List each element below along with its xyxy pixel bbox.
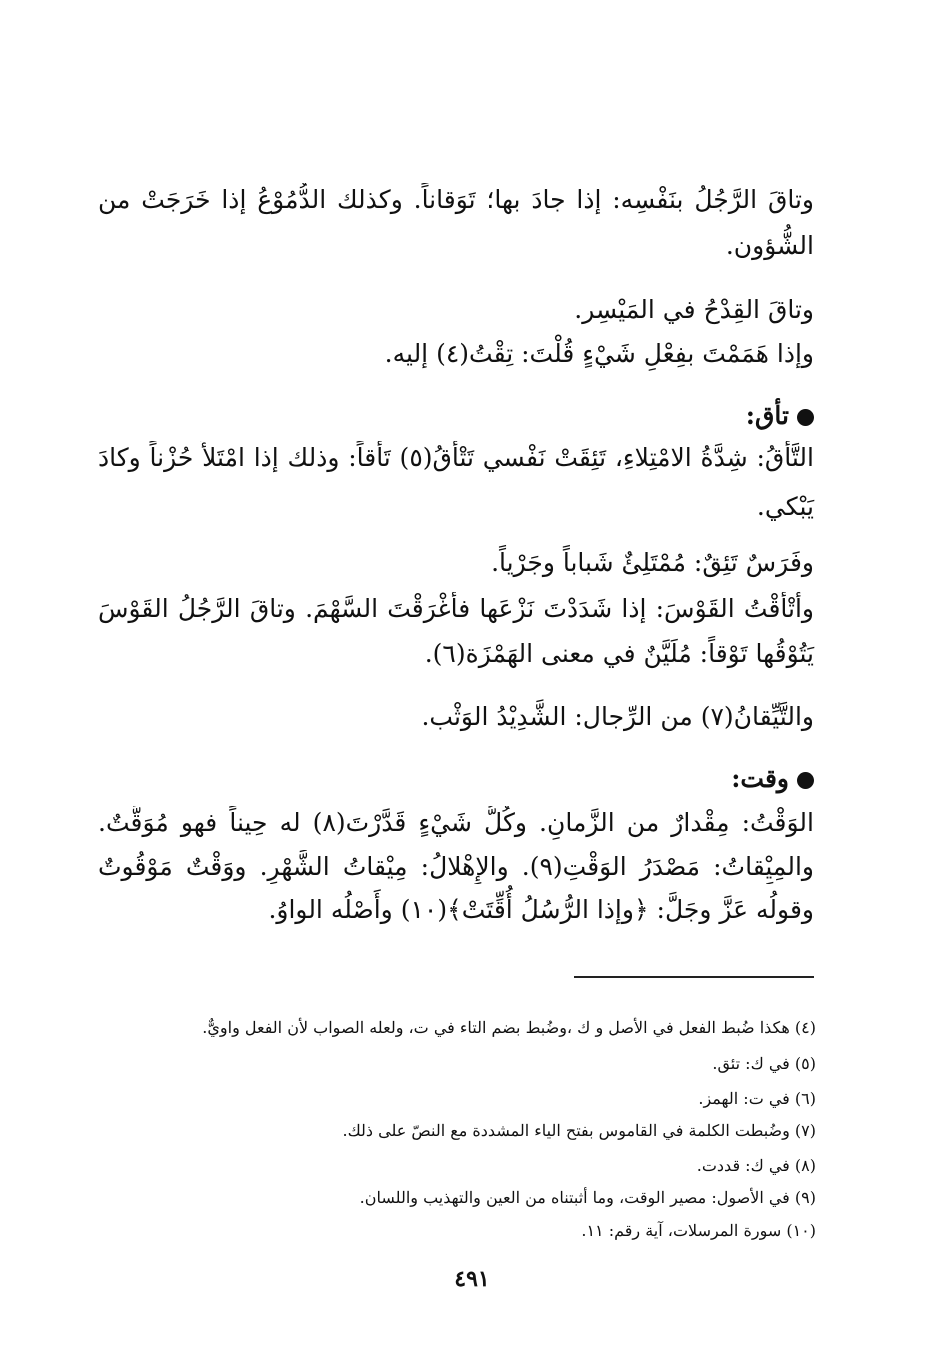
paragraph: وإذا هَمَمْتَ بفِعْلِ شَيْءٍ قُلْتَ: تِقْتُ(٤) إليه. bbox=[384, 339, 814, 368]
footnote: (٦) في ت: الهمز. bbox=[698, 1089, 816, 1108]
paragraph-line: يَتُوْقُها تَوْقاً: مُلَيَّنٌ في معنى الهَمْزَة(٦). bbox=[424, 639, 814, 668]
bullet-icon bbox=[797, 772, 814, 789]
entry-heading-text: وقت: bbox=[731, 764, 789, 793]
paragraph-line: وأَتْأَقْتُ القَوْسَ: إذا شَدَدْتَ نَزْعَها فأغْرَقْتَ السَّهْمَ. وتاقَ الرَّجُلُ القَوْسَ bbox=[98, 594, 814, 623]
entry-heading bbox=[746, 399, 814, 433]
footnote: (٩) في الأصول: مصير الوقت، وما أثبتناه من العين والتهذيب واللسان. bbox=[359, 1188, 816, 1207]
footnote: (٥) في ك: تئق. bbox=[712, 1054, 816, 1073]
footnote-separator bbox=[574, 976, 814, 978]
paragraph-line: وتاقَ الرَّجُلُ بنَفْسِه: إذا جادَ بها؛ تَوَقاناً. وكذلك الدُّمُوْعُ إذا خَرَجَتْ من bbox=[98, 185, 814, 214]
paragraph: وتاقَ القِدْحُ في المَيْسِر. bbox=[574, 295, 814, 324]
paragraph-line: والمِيْقاتُ: مَصْدَرُ الوَقْتِ(٩). والإِهْلالُ: مِيْقاتُ الشَّهْرِ. ووَقْتٌ مَوْقُوتٌ bbox=[98, 852, 814, 881]
paragraph: وفَرَسٌ تَئِقٌ: مُمْتَلِئٌ شَباباً وجَرْياً. bbox=[491, 548, 814, 577]
paragraph: وقولُه عَزَّ وجَلَّ: ﴿وإذا الرُّسُلُ أُقِّتَتْ﴾(١٠) وأَصْلُه الواوُ. bbox=[268, 895, 814, 924]
bullet-icon bbox=[797, 409, 814, 426]
paragraph: والتَّيِّقانُ(٧) من الرِّجال: الشَّدِيْدُ الوَثْب. bbox=[421, 702, 814, 731]
entry-heading bbox=[731, 762, 814, 796]
footnote: (٧) وضُبطت الكلمة في القاموس بفتح الياء المشددة مع النصّ على ذلك. bbox=[342, 1121, 816, 1140]
footnote: (٨) في ك: قددت. bbox=[696, 1156, 816, 1175]
entry-heading-text: تأق: bbox=[745, 401, 789, 430]
paragraph-line: يَبْكي. bbox=[756, 492, 814, 521]
footnote: (١٠) سورة المرسلات، آية رقم: ١١. bbox=[581, 1221, 816, 1240]
paragraph-line: التَّأَقُ: شِدَّةُ الامْتِلاءِ، تَئِقَتْ نَفْسي تَتْأَقُ(٥) تَأَقاً: وذلك إذا امْتَلأَ حُزْناً وكادَ bbox=[98, 443, 814, 472]
footnote: (٤) هكذا ضُبط الفعل في الأصل و ك ،وضُبط بضم التاء في ت، ولعله الصواب لأن الفعل واويٌّ. bbox=[202, 1018, 816, 1037]
paragraph-line: الشُّؤون. bbox=[725, 231, 814, 260]
page-number: ٤٩١ bbox=[454, 1266, 490, 1292]
paragraph-line: الوَقْتُ: مِقْدارٌ من الزَّمانِ. وكُلُّ شَيْءٍ قَدَّرْتَ(٨) له حِيناً فهو مُوَقَّتٌ. bbox=[98, 808, 814, 837]
